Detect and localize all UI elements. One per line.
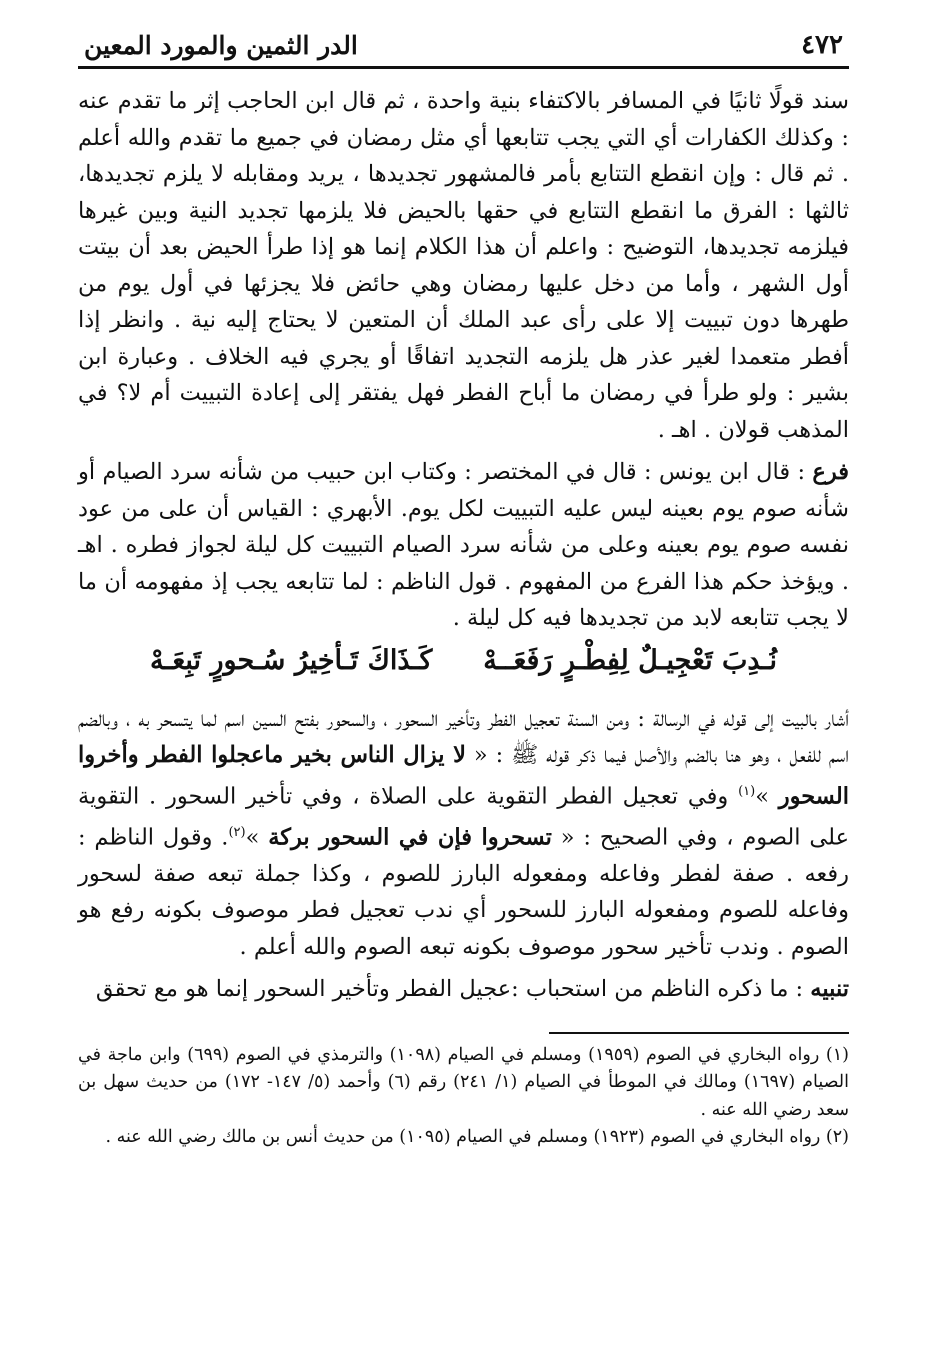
footnote-divider: [549, 1032, 849, 1034]
verse-left-hemistich: كَـذَاكَ تَـأخِيرُ سُـحورٍ تَبِعَـهْ: [150, 644, 433, 676]
paragraph-note: [78, 971, 849, 1008]
note-heading: تنبيه: [810, 976, 849, 1002]
commentary-text-e: . وقول الناظم : رفعه . صفة لفطر وفاعله ومفعوله البارز للصوم ، وكذا جملة تبعه صفة لسحور وفاعله للصوم ومفعوله البارز للسحور أي ندب تعجيل فطر موصوف بكونه رفع هو الصوم . وندب تأخير سحور موصوف بكونه تبعه الصوم والله أعلم .: [78, 824, 849, 960]
paragraph-commentary: [78, 701, 849, 966]
commentary-text-b: »: [755, 783, 779, 809]
note-text: : ما ذكره الناظم من استحباب :عجيل الفطر وتأخير السحور إنما هو مع تحقق: [95, 976, 811, 1002]
branch-text: : قال ابن يونس : قال في المختصر : وكتاب ابن حبيب من شأنه سرد الصيام أو شأنه صوم يوم بعينه ليس عليه التبييت لكل يوم. الأبهري : القياس أن على من عود نفسه صوم يوم بعينه وعلى من شأنه سرد الصيام التبييت كل ليلة لجواز فطره . اهـ . ويؤخذ حكم هذا الفرع من المفهوم . قول الناظم : لما تتابعه يجب إذ مفهومه أن ما لا يجب تتابعه لابد من تجديدها فيه كل ليلة .: [78, 459, 849, 631]
footnotes: [78, 1042, 849, 1152]
commentary-text-a: أشار بالبيت إلى قوله في الرسالة : ومن السنة تعجيل الفطر وتأخير السحور ، والسحور بفتح السين اسم لما يتسحر به ، وبالضم اسم للفعل ، وهو هنا بالضم والأصل فيما ذكر قوله ﷺ : «: [78, 705, 849, 768]
main-text: [78, 83, 849, 1008]
paragraph-1: سند قولًا ثانيًا في المسافر بالاكتفاء بنية واحدة ، ثم قال ابن الحاجب إثر ما تقدم عنه : وكذلك الكفارات أي التي يجب تتابعها أي مثل رمضان في جميع ما تقدم والله أعلم . ثم قال : وإن انقطع التتابع بأمر فالمشهور تجديدها ، يريد ومقابله لا يلزم تجديدها، ثالثها : الفرق ما انقطع التتابع في حقها بالحيض فلا يلزمها تجديد النية وبين غيرها فيلزمه تجديدها، التوضيح : واعلم أن هذا الكلام إنما هو إذا طرأ الحيض بعد أن بيتت أول الشهر ، وأما من دخل عليها رمضان وهي حائض فلا يجزئها في أول يوم من طهرها دون تبييت إلا على رأى عبد الملك أن المتعين لا يحتاج إليه نية . وانظر إذا أفطر متعمدا لغير عذر هل يلزمه التجديد اتفاقًا أو يجري فيه الخلاف . وعبارة ابن بشير : ولو طرأ في رمضان ما أباح الفطر فهل يفتقر إلى إعادة التبييت أم لا؟ في المذهب قولان . اهـ .: [78, 88, 849, 443]
branch-heading: فرع: [812, 459, 849, 485]
commentary-text-c: وفي تعجيل الفطر التقوية على الصلاة ، وفي تأخير السحور . التقوية على الصوم ، وفي الصحيح : «: [78, 783, 849, 850]
running-title: الدر الثمين والمورد المعين: [84, 31, 358, 60]
verse-right-hemistich: نُـدِبَ تَعْجِيـلٌ لِفِطْـرٍ رَفَعَــهْ: [483, 644, 777, 676]
hadith-quote-2: تسحروا فإن في السحور بركة: [268, 824, 552, 850]
footnote-ref-1[interactable]: (١): [738, 783, 756, 799]
poem-verse: [78, 637, 849, 701]
footnote-ref-2[interactable]: (٢): [228, 824, 246, 840]
footnote-1: (١) رواه البخاري في الصوم (١٩٥٩) ومسلم في الصيام (١٠٩٨) والترمذي في الصوم (٦٩٩) وابن ماجة في الصيام (١٦٩٧) ومالك في الموطأ في الصيام (١/ ٢٤١) رقم (٦) وأحمد (٥/ ١٤٧- ١٧٢) من حديث سهل بن سعد رضي الله عنه .: [78, 1044, 850, 1120]
footnote-2: (٢) رواه البخاري في الصوم (١٩٢٣) ومسلم في الصيام (١٠٩٥) من حديث أنس بن مالك رضي الله عنه .: [105, 1127, 849, 1147]
page-header: [78, 30, 849, 69]
hadith-quote-1: لا يزال الناس بخير ماعجلوا الفطر وأخروا السحور: [78, 742, 849, 809]
paragraph-branch: [78, 454, 849, 637]
page-number: ٤٧٢: [801, 30, 843, 60]
commentary-text-d: »: [245, 824, 269, 850]
